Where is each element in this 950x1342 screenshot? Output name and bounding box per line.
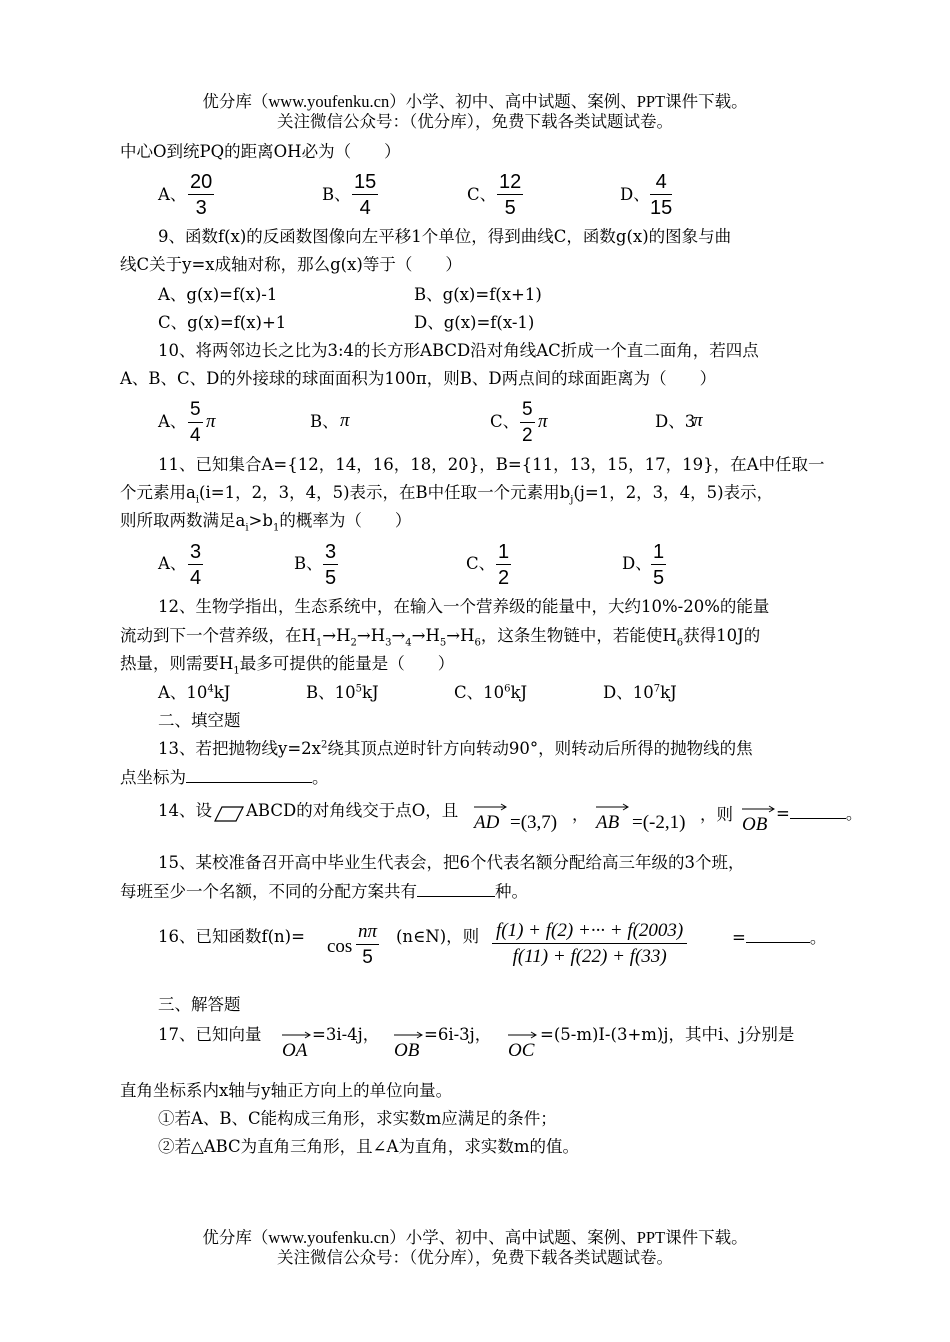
q14-value-ab: =(-2,1): [632, 812, 686, 833]
section-2-heading: 二、填空题: [158, 711, 241, 730]
q16-cos: cos: [327, 936, 353, 957]
q10-line-2: A、B、C、D的外接球的球面面积为100π，则B、D两点间的球面距离为（ ）: [120, 369, 717, 388]
header-line-2: 关注微信公众号：（优分库），免费下载各类试题试卷。: [277, 112, 673, 131]
q10-line-1: 10、将两邻边长之比为3:4的长方形ABCD沿对角线AC折成一个直二面角，若四点: [158, 341, 759, 360]
q12-opt-b: B、$10^5kJ$: [306, 683, 379, 702]
footer-line-1: 优分库（www.youfenku.cn）小学、初中、高中试题、案例、PPT课件下载。: [202, 1228, 748, 1247]
q17-vector-ob: OB: [394, 1040, 419, 1062]
q8-opt-b-label: B、: [322, 185, 351, 204]
q15-line-1: 15、某校准备召开高中毕业生代表会，把6个代表名额分配给高三年级的3个班，: [158, 853, 745, 872]
q9-opt-b: B、g(x)=f(x+1): [414, 285, 542, 304]
q10-opt-a-fraction: $\frac{5}{4}$: [190, 399, 201, 446]
q16-condition: (n∈N)，则: [396, 927, 480, 946]
q14-value-ad: =(3,7): [510, 812, 558, 833]
vector-arrow-icon: [282, 1031, 312, 1039]
q16-equals: = 。: [732, 928, 827, 947]
q14-equals: = 。: [776, 804, 863, 823]
q13-line-2: 点坐标为 。: [120, 768, 329, 787]
q10-opt-a-pi: π: [206, 411, 216, 432]
q17-value-oc: =(5-m)I-(3+m)j，其中i、j分别是: [540, 1025, 795, 1044]
q9-line-1: 9、函数f(x)的反函数图像向左平移1个单位，得到曲线C，函数g(x)的图象与曲: [158, 227, 732, 246]
q11-opt-b-fraction: $\frac{3}{5}$: [325, 541, 337, 589]
q12-opt-d: D、$10^7kJ$: [603, 683, 677, 702]
q10-opt-c-label: C、: [490, 412, 520, 431]
q14-vector-ab: AB: [596, 812, 619, 834]
q16-cos-fraction: $\frac{n\pi}{5}$: [358, 921, 378, 968]
q8-opt-a-fraction: $\frac{20}{3}$: [190, 171, 213, 219]
q16-prefix: 16、已知函数f(n)=: [158, 927, 305, 946]
q8-opt-b-fraction: $\frac{15}{4}$: [354, 171, 377, 219]
q11-opt-a-label: A、: [158, 554, 187, 573]
vector-arrow-icon: [508, 1031, 538, 1039]
section-3-heading: 三、解答题: [158, 995, 241, 1014]
parallelogram-icon: [214, 806, 244, 822]
q15-line-2: 每班至少一个名额，不同的分配方案共有 种。: [120, 882, 528, 901]
q10-opt-c-pi: π: [538, 411, 548, 432]
q14-text: ABCD的对角线交于点O，且: [246, 801, 459, 820]
q12-line-2: 流动到下一个营养级，在$H_1\to H_2\to H_3\to_4\to H_5\to H_6$，这条生物链中，若能使$H_6$获得10J的: [120, 626, 761, 649]
vector-arrow-icon: [474, 803, 508, 811]
q17-value-oa: =3i-4j，: [312, 1025, 380, 1044]
q16-answer-blank[interactable]: [746, 926, 810, 943]
q8-stem: 中心O到统PQ的距离OH必为（ ）: [120, 142, 401, 161]
q10-opt-b-label: B、: [310, 412, 339, 431]
q14-then: ，则: [700, 805, 733, 824]
q15-answer-blank[interactable]: [417, 880, 495, 897]
q14-vector-ad: AD: [474, 812, 499, 834]
q10-opt-a-label: A、: [158, 412, 187, 431]
q8-opt-c-label: C、: [467, 185, 497, 204]
vector-arrow-icon: [742, 805, 776, 813]
q8-opt-a-label: A、: [158, 185, 187, 204]
q16-sum-fraction: $\frac{f(1) + f(2) +\cdot\cdot\cdot + f(2003)}{f(11) + f(22) + f(33)}$: [492, 919, 687, 970]
q17-vector-oc: OC: [508, 1040, 534, 1062]
q12-opt-a: A、$10^4kJ$: [158, 683, 231, 702]
q17-part-1: ①若A、B、C能构成三角形，求实数m应满足的条件；: [158, 1109, 557, 1128]
q12-line-1: 12、生物学指出，生态系统中，在输入一个营养级的能量中，大约10%-20%的能量: [158, 597, 770, 616]
q10-opt-d-pi: π: [693, 410, 703, 431]
q11-opt-d-label: D、: [622, 554, 652, 573]
q12-line-3: 热量，则需要$H_1$最多可提供的能量是（ ）: [120, 654, 455, 677]
q11-line-2: 个元素用$a_i(i=1$，2，3，4，5)表示，在B中任取一个元素用$b_j(j=1$，2，3，4，5)表示，: [120, 483, 774, 506]
q14-prefix: 14、设: [158, 801, 212, 820]
header-line-1: 优分库（www.youfenku.cn）小学、初中、高中试题、案例、PPT课件下载。: [202, 92, 748, 111]
q9-opt-c: C、g(x)=f(x)+1: [158, 313, 287, 332]
q14-answer-blank[interactable]: [790, 802, 846, 819]
q11-opt-d-fraction: $\frac{1}{5}$: [653, 541, 665, 589]
q11-line-1: 11、已知集合A={12，14，16，18，20}，B={11，13，15，17，19}，在A中任取一: [158, 455, 825, 474]
q17-prefix: 17、已知向量: [158, 1025, 262, 1044]
q12-opt-c: C、$10^6kJ$: [454, 683, 528, 702]
q10-opt-c-fraction: $\frac{5}{2}$: [522, 399, 533, 446]
q13-line-1: 13、若把抛物线$y=2x^2$绕其顶点逆时针方向转动90°，则转动后所得的抛物线的焦: [158, 739, 753, 758]
q11-opt-c-label: C、: [466, 554, 496, 573]
q17-value-ob: =6i-3j，: [424, 1025, 492, 1044]
q13-answer-blank[interactable]: [186, 766, 312, 783]
q9-opt-a: A、g(x)=f(x)-1: [158, 285, 278, 304]
q8-opt-d-fraction: $\frac{4}{15}$: [650, 171, 673, 219]
vector-arrow-icon: [394, 1031, 424, 1039]
q17-vector-oa: OA: [282, 1040, 307, 1062]
q11-opt-a-fraction: $\frac{3}{4}$: [190, 541, 202, 589]
footer-line-2: 关注微信公众号：（优分库），免费下载各类试题试卷。: [277, 1248, 673, 1267]
vector-arrow-icon: [596, 803, 630, 811]
q11-line-3: 则所取两数满足$a_i>b_1$的概率为（ ）: [120, 511, 412, 534]
q8-opt-c-fraction: $\frac{12}{5}$: [499, 171, 522, 219]
q8-opt-d-label: D、: [620, 185, 650, 204]
q14-vector-ob: OB: [742, 814, 767, 836]
q17-part-2: ②若△ABC为直角三角形，且∠A为直角，求实数m的值。: [158, 1137, 580, 1156]
q10-opt-b-pi: π: [340, 410, 350, 431]
q14-comma: ，: [572, 805, 589, 824]
q9-opt-d: D、g(x)=f(x-1): [414, 313, 535, 332]
q11-opt-b-label: B、: [294, 554, 323, 573]
q10-opt-d-label: D、3: [655, 412, 696, 431]
q11-opt-c-fraction: $\frac{1}{2}$: [498, 541, 510, 589]
q17-line-2: 直角坐标系内x轴与y轴正方向上的单位向量。: [120, 1081, 453, 1100]
q9-line-2: 线C关于y=x成轴对称，那么g(x)等于（ ）: [120, 255, 462, 274]
